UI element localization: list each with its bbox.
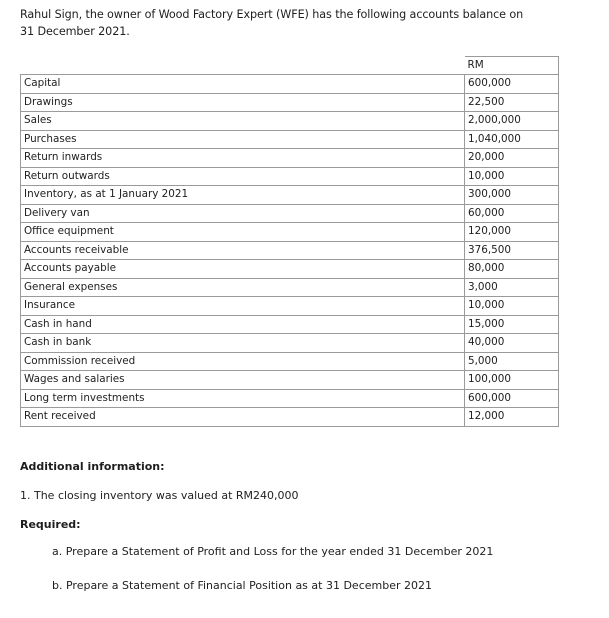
account-name-cell: Insurance xyxy=(21,297,465,316)
amount-cell: 15,000 xyxy=(465,315,559,334)
amount-cell: 12,000 xyxy=(465,408,559,427)
table-row xyxy=(21,278,559,297)
amount-cell: 600,000 xyxy=(465,75,559,94)
intro-line-1: Rahul Sign, the owner of Wood Factory Expert (WFE) has the following accounts balance on xyxy=(20,8,524,21)
account-name-cell: Inventory, as at 1 January 2021 xyxy=(21,186,465,205)
intro-line-2: 31 December 2021. xyxy=(20,25,130,38)
table-row xyxy=(21,75,559,94)
table-row xyxy=(21,223,559,242)
table-row xyxy=(21,93,559,112)
account-name-cell: Accounts payable xyxy=(21,260,465,279)
table-row xyxy=(21,334,559,353)
amount-cell: 600,000 xyxy=(465,389,559,408)
amount-cell: 40,000 xyxy=(465,334,559,353)
account-name-cell: Commission received xyxy=(21,352,465,371)
account-name-cell: Cash in hand xyxy=(21,315,465,334)
intro-text xyxy=(20,6,600,40)
table-row xyxy=(21,112,559,131)
amount-cell: 1,040,000 xyxy=(465,130,559,149)
amount-cell: 10,000 xyxy=(465,297,559,316)
table-row xyxy=(21,241,559,260)
table-row xyxy=(21,260,559,279)
additional-info-item-1: 1. The closing inventory was valued at RM240,000 xyxy=(20,489,299,502)
table-row xyxy=(21,167,559,186)
additional-info-heading: Additional information: xyxy=(20,460,165,473)
table-row xyxy=(21,297,559,316)
table-row xyxy=(21,149,559,168)
account-name-cell: Rent received xyxy=(21,408,465,427)
account-name-cell: Capital xyxy=(21,75,465,94)
account-name-cell: Return outwards xyxy=(21,167,465,186)
amount-cell: 10,000 xyxy=(465,167,559,186)
account-name-cell: Drawings xyxy=(21,93,465,112)
table-row xyxy=(21,408,559,427)
account-name-cell: Long term investments xyxy=(21,389,465,408)
amount-cell: 20,000 xyxy=(465,149,559,168)
table-row xyxy=(21,352,559,371)
currency-header: RM xyxy=(465,57,559,75)
account-name-cell: Delivery van xyxy=(21,204,465,223)
amount-cell: 2,000,000 xyxy=(465,112,559,131)
account-balances-table xyxy=(20,56,559,427)
header-blank-cell xyxy=(21,57,465,75)
account-name-cell: Wages and salaries xyxy=(21,371,465,390)
requirement-b: b. Prepare a Statement of Financial Position as at 31 December 2021 xyxy=(52,579,432,592)
table-row xyxy=(21,130,559,149)
table-row xyxy=(21,389,559,408)
account-name-cell: Office equipment xyxy=(21,223,465,242)
required-heading: Required: xyxy=(20,518,81,531)
amount-cell: 22,500 xyxy=(465,93,559,112)
requirement-a: a. Prepare a Statement of Profit and Loss for the year ended 31 December 2021 xyxy=(52,545,494,558)
table-row xyxy=(21,315,559,334)
amount-cell: 5,000 xyxy=(465,352,559,371)
account-name-cell: Return inwards xyxy=(21,149,465,168)
amount-cell: 80,000 xyxy=(465,260,559,279)
table-row xyxy=(21,204,559,223)
amount-cell: 300,000 xyxy=(465,186,559,205)
table-row xyxy=(21,371,559,390)
amount-cell: 3,000 xyxy=(465,278,559,297)
account-name-cell: Cash in bank xyxy=(21,334,465,353)
table-row xyxy=(21,186,559,205)
amount-cell: 376,500 xyxy=(465,241,559,260)
amount-cell: 60,000 xyxy=(465,204,559,223)
amount-cell: 120,000 xyxy=(465,223,559,242)
amount-cell: 100,000 xyxy=(465,371,559,390)
account-name-cell: Sales xyxy=(21,112,465,131)
account-name-cell: Purchases xyxy=(21,130,465,149)
table-header-row xyxy=(21,57,559,75)
account-name-cell: Accounts receivable xyxy=(21,241,465,260)
account-name-cell: General expenses xyxy=(21,278,465,297)
